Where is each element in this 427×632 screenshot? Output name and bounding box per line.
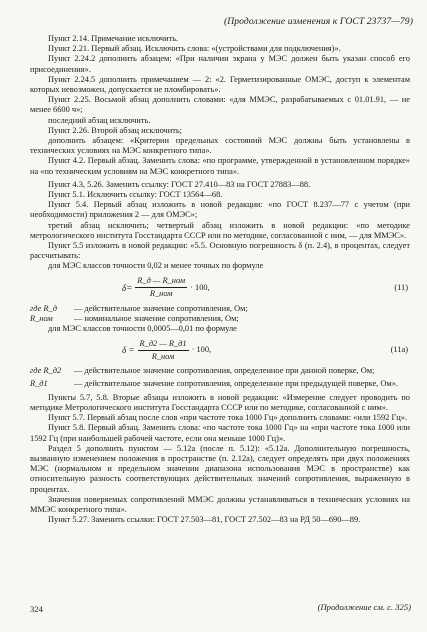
definition-text: — номинальное значение сопротивления, Ом;: [74, 313, 239, 323]
definition-symbol: где R_д2: [30, 366, 62, 376]
page-header: (Продолжение изменения к ГОСТ 23737—79): [223, 16, 413, 27]
paragraph: Пункт 2.24.5 дополнить примечанием — 2: «2. Герметизированные ОМЭС, доступ к элементам которых невозможен, допускается не пломбировать».: [30, 74, 410, 95]
definition-row: [30, 314, 410, 324]
page-number: 324: [30, 604, 43, 614]
paragraph: Пункты 5.7, 5.8. Вторые абзацы изложить в новой редакции: «Измерение следует проводить по методике Метрологического института Госстандарта СССР или по методике, согласованной с ним».: [30, 392, 410, 412]
fraction: [135, 276, 187, 299]
paragraph: третий абзац исключить; четвертый абзац изложить в новой редакции: «по методике метрологического института Госстандарта СССР или по методике, согласованной с ним, — для ММЭС».: [30, 220, 410, 240]
formula-number: (11): [394, 282, 408, 292]
definition-row: [30, 304, 410, 314]
formula-multiplier: · 100,: [191, 345, 212, 355]
paragraph: Пункт 5.27. Заменить ссылки: ГОСТ 27.503—81, ГОСТ 27.502—83 на РД 50—690—89.: [48, 515, 361, 525]
paragraph: Раздел 5 дополнить пунктом — 5.12а (после п. 5.12): «5.12а. Дополнительную погрешность, вызванную изменением положения в пространстве (п. 2.12а), следует определять при двух положениях МЭС (нормальном и предельном значении диапазона использования МЭС в пространстве) как относительную разность соответствующих действительных значений сопротивления, выраженную в процентах.: [30, 443, 410, 494]
formula-lhs: δ=: [122, 282, 133, 293]
definition-symbol: где R_д: [30, 303, 57, 313]
paragraph: Значения поверяемых сопротивлений ММЭС должны устанавливаться в технических условиях на ММЭС конкретного типа».: [30, 494, 410, 514]
fraction-numerator: R_д2 — R_д1: [138, 339, 189, 351]
continuation-note: (Продолжение см. с. 325): [317, 602, 411, 612]
paragraph: Пункт 5.4. Первый абзац изложить в новой редакции: «по ГОСТ 8.237—77 с учетом (при необходимости) приложения 2 — для ОМЭС»;: [30, 200, 410, 220]
paragraph: последний абзац исключить.: [48, 115, 151, 125]
fraction: [138, 339, 189, 362]
definition-symbol: R_ном: [30, 313, 53, 323]
formula-11: [30, 273, 410, 303]
definition-text: — действительное значение сопротивления, Ом;: [74, 303, 248, 313]
paragraph: Пункт 5.5 изложить в новой редакции: «5.5. Основную погрешность δ (п. 2.4), в процентах, следует рассчитывать:: [30, 241, 410, 261]
definition-row: [30, 379, 410, 389]
formula-lhs: δ =: [122, 345, 135, 356]
fraction-denominator: R_ном: [151, 351, 175, 361]
paragraph: Пункт 5.1. Исключить ссылку: ГОСТ 13564—68.: [48, 190, 223, 200]
paragraph: Пункт 2.24.2 дополнить абзацем: «При наличии экрана у МЭС должен быть указан способ его присоединения».: [30, 54, 410, 74]
paragraph: Пункт 2.14. Примечание исключить.: [48, 34, 179, 43]
fraction-denominator: R_ном: [149, 289, 173, 299]
formula-11a: [30, 335, 410, 365]
formula-number: (11а): [390, 345, 408, 355]
paragraph: Пункт 4.3, 5.26. Заменить ссылку: ГОСТ 27.410—83 на ГОСТ 27883—88.: [48, 179, 311, 189]
paragraph: Пункт 2.26. Второй абзац исключить;: [48, 125, 183, 135]
paragraph: Пункт 2.21. Первый абзац. Исключить слова: «(устройствами для подключения)».: [48, 44, 341, 54]
paragraph: Пункт 4.2. Первый абзац. Заменить слова: «по программе, утвержденной в установленном порядке» на «по техническим условиям на МЭС конкретного типа».: [30, 156, 410, 176]
formula-multiplier: · 100,: [190, 282, 210, 292]
definition-symbol: R_д1: [30, 379, 48, 389]
fraction-numerator: R_д — R_ном: [135, 276, 187, 288]
paragraph: Пункт 5.8. Первый абзац. Заменить слова: «по частоте тока 1000 Гц» на «при частоте тока 1000 или 1592 Гц (при наибольшей рабочей частоте, если она меньше 1000 Гц)».: [30, 423, 410, 443]
paragraph: Пункт 2.25. Восьмой абзац дополнить словами: «для ММЭС, разрабатываемых с 01.01.91, — не менее 6600 ч»;: [30, 95, 410, 115]
definition-text: — действительное значение сопротивления, определенное при данной поверке, Ом;: [74, 366, 375, 376]
paragraph: для МЭС классов точности 0,0005—0,01 по формуле: [48, 324, 237, 334]
document-body: [30, 34, 410, 525]
paragraph: дополнить абзацем: «Критерии предельных состояний МЭС должны быть установлены в технических условиях на МЭС конкретного типа».: [30, 136, 410, 156]
paragraph: Пункт 5.7. Первый абзац после слов «при частоте тока 1000 Гц» дополнить словами: «или 1592 Гц».: [48, 413, 408, 423]
definition-row: [30, 366, 410, 376]
definition-text: — действительное значение сопротивления, определенное при предыдущей поверке, Ом».: [74, 379, 398, 389]
paragraph: для МЭС классов точности 0,02 и менее точных по формуле: [48, 261, 264, 271]
